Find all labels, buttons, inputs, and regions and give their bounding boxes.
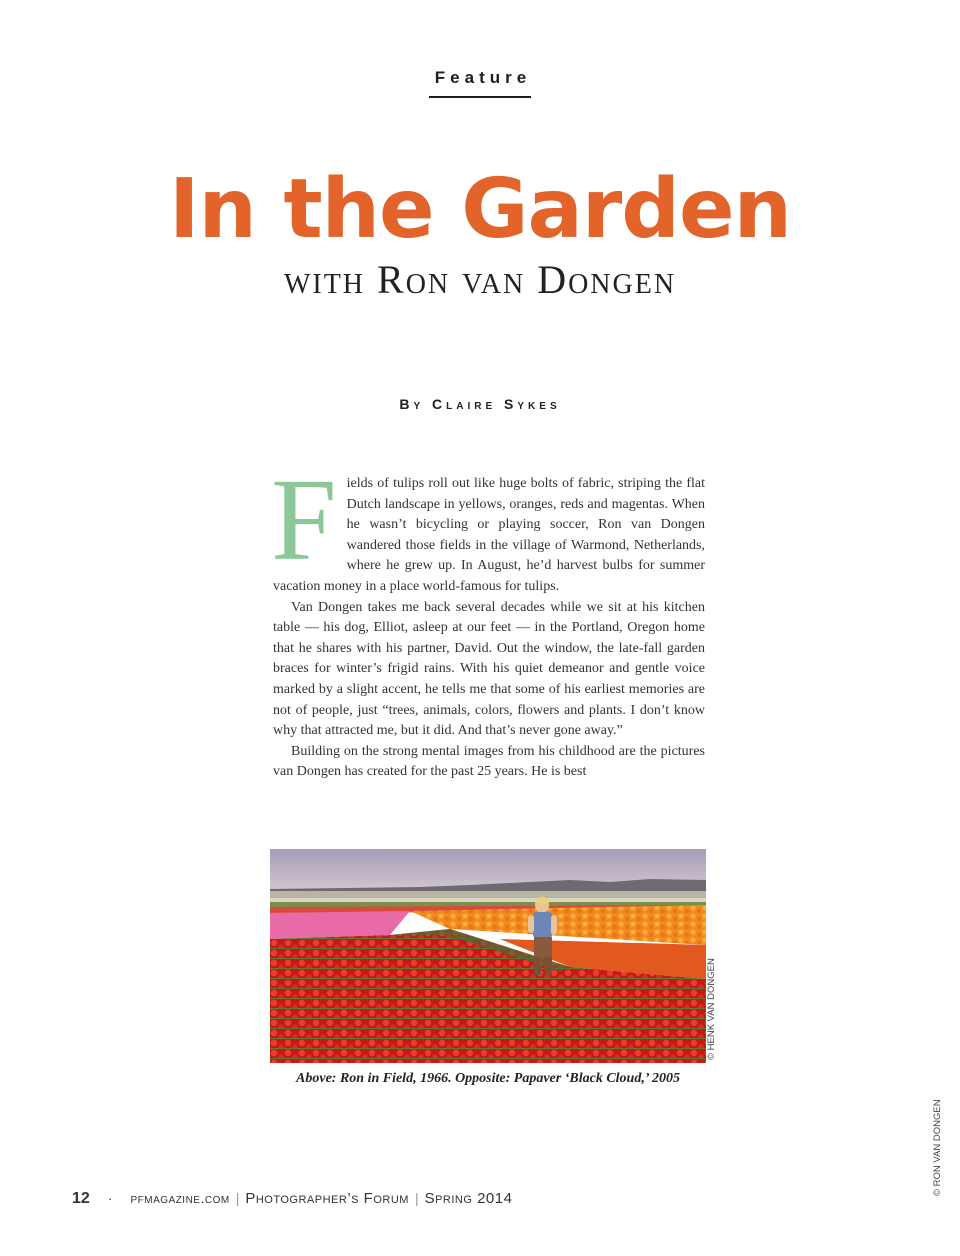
footer-separator: | xyxy=(235,1190,240,1206)
side-photo-credit: © RON VAN DONGEN xyxy=(932,1099,943,1196)
byline: By Claire Sykes xyxy=(399,396,561,412)
drop-cap: F xyxy=(271,454,337,585)
footer-separator: | xyxy=(414,1190,419,1206)
footer-site: pfmagazine.com xyxy=(130,1190,230,1206)
paragraph: Van Dongen takes me back several decades while we sit at his kitchen table — his dog, Elliot, asleep at our feet — in the Portland, Oregon home that he shares with his partner, David. Out the window, the late-fall garden braces for winter’s frigid rains. With his quiet demeanor and gentle voice marked by a slight accent, he tells me that some of his earliest memories are not of people, just “trees, animals, colors, flowers and plants. I don’t know why that attracted me, but it did. And that’s never gone away.” xyxy=(273,599,705,739)
article-subtitle: with Ron van Dongen xyxy=(283,257,677,302)
tulip-field-illustration xyxy=(270,849,706,1063)
page-number: 12 xyxy=(72,1190,90,1207)
tulip-field-photo xyxy=(270,849,706,1063)
first-paragraph xyxy=(271,454,705,598)
page-footer xyxy=(72,1190,512,1208)
paragraph: Building on the strong mental images from his childhood are the pictures van Dongen has created for the past 25 years. He is best xyxy=(273,743,705,780)
footer-magazine: Photographer’s Forum xyxy=(245,1190,409,1207)
section-label xyxy=(0,68,960,98)
article-body xyxy=(271,454,705,783)
photo-credit: © HENK VAN DONGEN xyxy=(706,958,717,1060)
photo-caption: Above: Ron in Field, 1966. Opposite: Papaver ‘Black Cloud,’ 2005 xyxy=(296,1071,680,1086)
section-label-text: Feature xyxy=(429,68,531,98)
footer-dot: · xyxy=(107,1190,113,1206)
article-title: In the Garden xyxy=(169,162,791,257)
first-paragraph-text: ields of tulips roll out like huge bolts of fabric, striping the flat Dutch landscape in yellows, oranges, reds and magentas. When he wasn’t bicycling or playing soccer, Ron van Dongen wandered those fields in the village of Warmond, Netherlands, where he grew up. In August, he’d harvest bulbs for summer vacation money in a place world-famous for tulips. xyxy=(273,476,705,594)
footer-issue: Spring 2014 xyxy=(424,1190,513,1207)
